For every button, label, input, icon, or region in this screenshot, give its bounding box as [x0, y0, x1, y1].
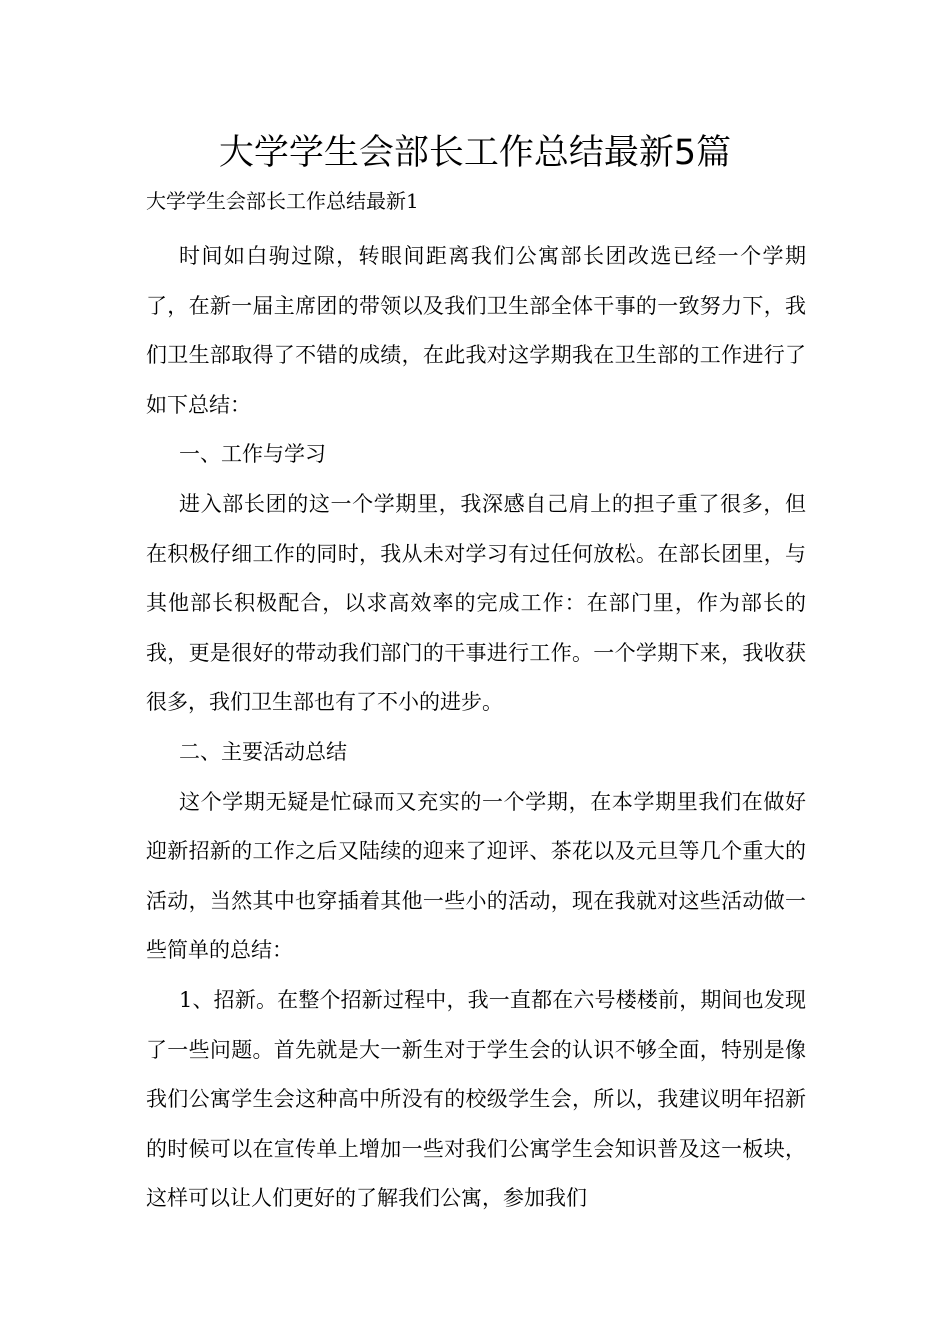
paragraph: 进入部长团的这一个学期里，我深感自己肩上的担子重了很多，但在积极仔细工作的同时，我从未对学习有过任何放松。在部长团里，与其他部长积极配合，以求高效率的完成工作：在部门里，作为部长的我，更是很好的带动我们部门的干事进行工作。一个学期下来，我收获很多，我们卫生部也有了不小的进步。	[146, 491, 806, 715]
document-subtitle: 大学学生会部长工作总结最新1	[146, 189, 419, 213]
section-heading: 二、主要活动总结	[179, 739, 347, 764]
document-title: 大学学生会部长工作总结最新5篇	[218, 133, 732, 173]
section-heading: 一、工作与学习	[179, 442, 326, 467]
paragraph: 1、招新。在整个招新过程中，我一直都在六号楼楼前，期间也发现了一些问题。首先就是大一新生对于学生会的认识不够全面，特别是像我们公寓学生会这种高中所没有的校级学生会，所以，我建议明年招新的时候可以在宣传单上增加一些对我们公寓学生会知识普及这一板块，这样可以让人们更好的了解我们公寓，参加我们	[146, 987, 806, 1211]
paragraph: 这个学期无疑是忙碌而又充实的一个学期，在本学期里我们在做好迎新招新的工作之后又陆续的迎来了迎评、茶花以及元旦等几个重大的活动，当然其中也穿插着其他一些小的活动，现在我就对这些活动做一些简单的总结：	[146, 789, 806, 963]
paragraph: 时间如白驹过隙，转眼间距离我们公寓部长团改选已经一个学期了，在新一届主席团的带领以及我们卫生部全体干事的一致努力下，我们卫生部取得了不错的成绩，在此我对这学期我在卫生部的工作进行了如下总结：	[146, 244, 806, 417]
document-body	[146, 232, 806, 1224]
